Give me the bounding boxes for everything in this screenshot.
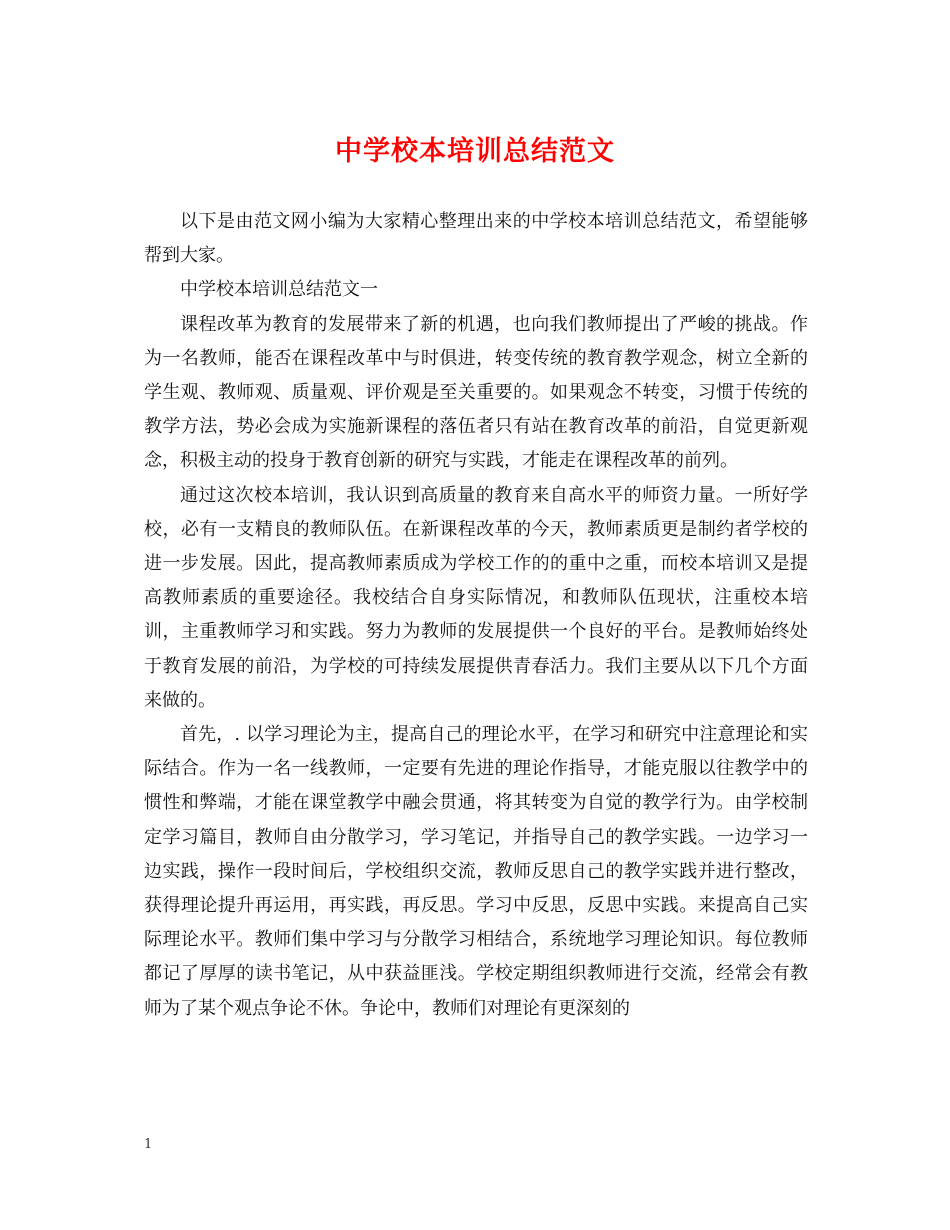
section-heading: 中学校本培训总结范文一 — [180, 279, 378, 301]
page-number: 1 — [144, 1137, 153, 1152]
body-paragraph: 通过这次校本培训，我认识到高质量的教育来自高水平的师资力量。一所好学校，必有一支精良的教师队伍。在新课程改革的今天，教师素质更是制约者学校的进一步发展。因此，提高教师素质成为学校工作的的重中之重，而校本培训又是提高教师素质的重要途径。我校结合自身实际情况，和教师队伍现状，注重校本培训，主重教师学习和实践。努力为教师的发展提供一个良好的平台。是教师始终处于教育发展的前沿，为学校的可持续发展提供青春活力。我们主要从以下几个方面来做的。 — [144, 484, 808, 711]
intro-paragraph: 以下是由范文网小编为大家精心整理出来的中学校本培训总结范文，希望能够帮到大家。 — [144, 211, 808, 267]
document-title: 中学校本培训总结范文 — [335, 136, 615, 167]
document-body — [144, 205, 808, 1026]
body-paragraph: 课程改革为教育的发展带来了新的机遇，也向我们教师提出了严峻的挑战。作为一名教师，能否在课程改革中与时俱进，转变传统的教育教学观念，树立全新的学生观、教师观、质量观、评价观是至关重要的。如果观念不转变，习惯于传统的教学方法，势必会成为实施新课程的落伍者只有站在教育改革的前沿，自觉更新观念，积极主动的投身于教育创新的研究与实践，才能走在课程改革的前列。 — [144, 313, 808, 472]
body-paragraph: 首先，. 以学习理论为主，提高自己的理论水平，在学习和研究中注意理论和实际结合。作为一名一线教师，一定要有先进的理论作指导，才能克服以往教学中的惯性和弊端，才能在课堂教学中融会贯通，将其转变为自觉的教学行为。由学校制定学习篇目，教师自由分散学习，学习笔记，并指导自己的教学实践。一边学习一边实践，操作一段时间后，学校组织交流，教师反思自己的教学实践并进行整改，获得理论提升再运用，再实践，再反思。学习中反思，反思中实践。来提高自己实际理论水平。教师们集中学习与分散学习相结合，系统地学习理论知识。每位教师都记了厚厚的读书笔记，从中获益匪浅。学校定期组织教师进行交流，经常会有教师为了某个观点争论不休。争论中，教师们对理论有更深刻的 — [144, 724, 808, 1019]
